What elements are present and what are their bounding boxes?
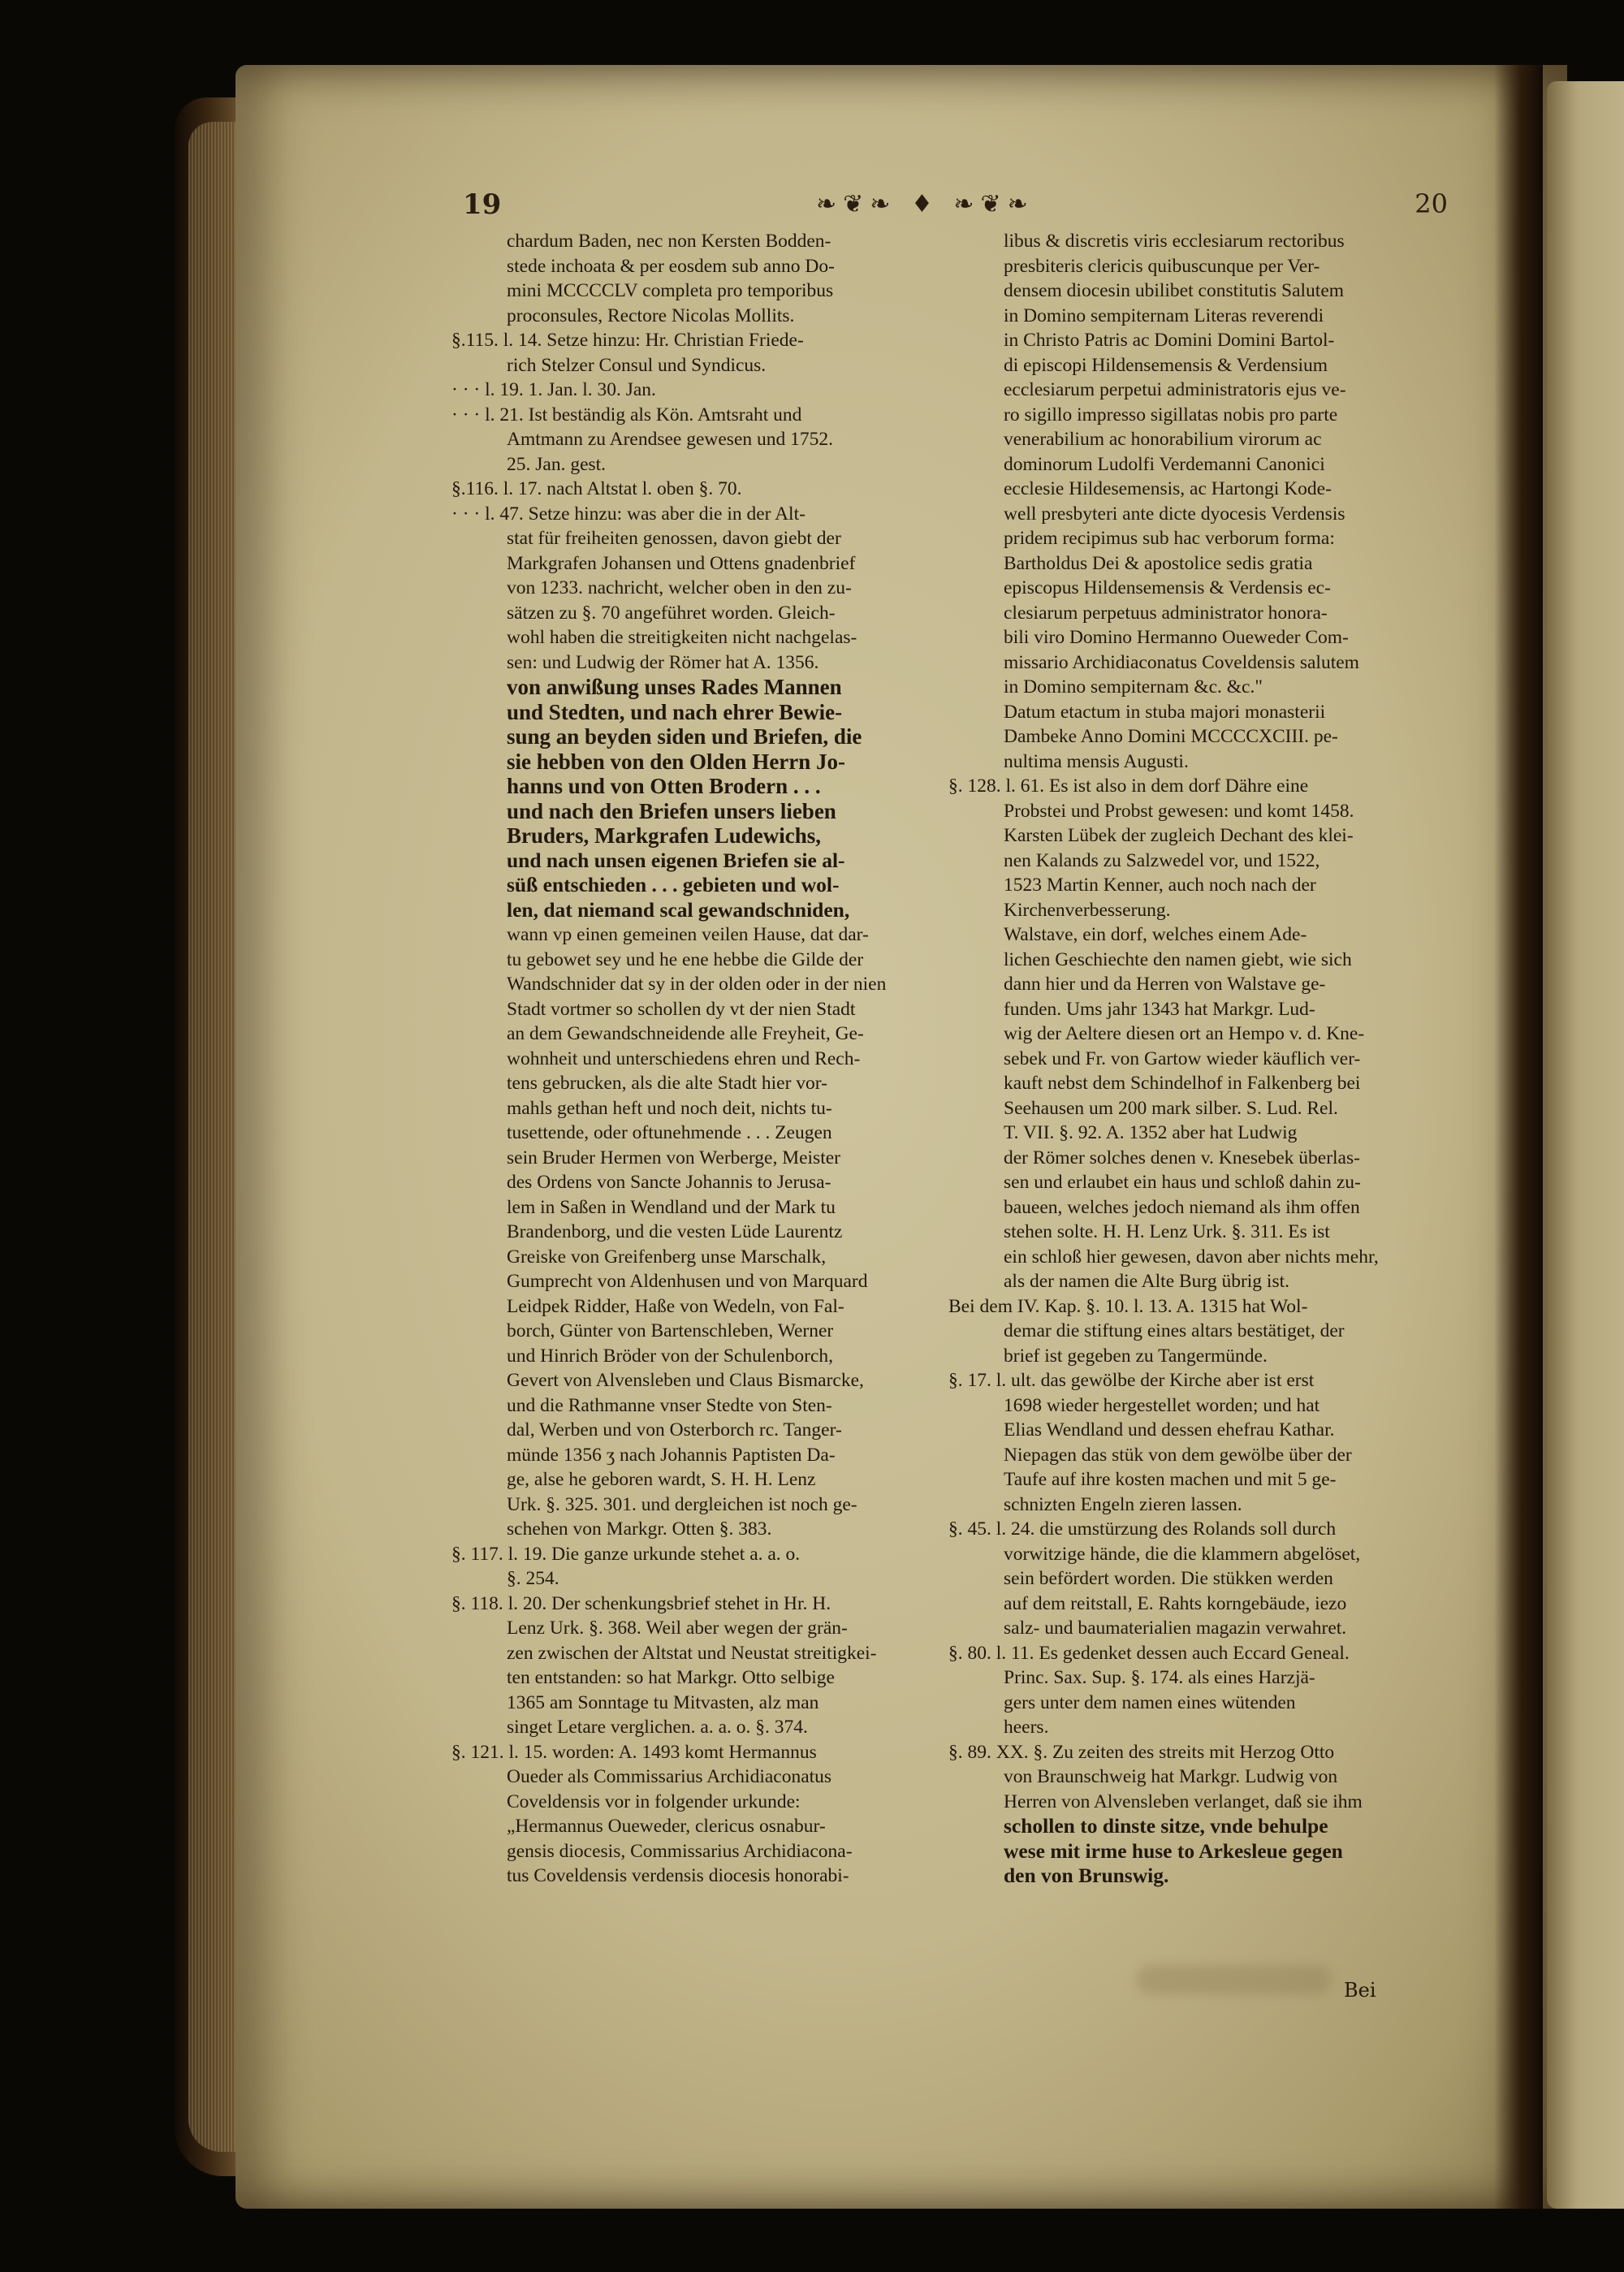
text-line: Coveldensis vor in folgender urkunde: — [507, 1790, 801, 1812]
text-line: und Hinrich Bröder von der Schulenborch, — [507, 1345, 834, 1367]
text-line: · · · l. 47. Setze hinzu: was aber die in der Alt- — [451, 503, 806, 525]
text-line: Markgrafen Johansen und Ottens gnadenbrief — [507, 552, 856, 574]
text-line: mini MCCCCLV completa pro temporibus — [507, 280, 834, 301]
text-line: len, dat niemand scal gewandschniden, — [507, 897, 850, 922]
text-line: Walstave, ein dorf, welches einem Ade- — [1004, 924, 1307, 945]
text-line: chardum Baden, nec non Kersten Bodden- — [507, 231, 831, 252]
text-line: Dambeke Anno Domini MCCCCXCIII. pe- — [1004, 726, 1338, 747]
text-line: an dem Gewandschneidende alle Freyheit, Ge- — [507, 1023, 864, 1044]
text-line: sein befördert worden. Die stükken werden — [1004, 1568, 1333, 1589]
text-line: borch, Günter von Bartenschleben, Werner — [507, 1320, 834, 1341]
text-line: ge, alse he geboren wardt, S. H. H. Lenz — [507, 1469, 816, 1490]
text-line: von Braunschweig hat Markgr. Ludwig von — [1004, 1766, 1338, 1787]
text-line: 1365 am Sonntage tu Mitvasten, alz man — [507, 1691, 819, 1713]
text-line: salz- und baumaterialien magazin verwahret. — [1004, 1618, 1347, 1639]
text-line: bili viro Domino Hermanno Oueweder Com- — [1004, 627, 1349, 648]
text-line: von anwißung unses Rades Mannen — [507, 675, 842, 699]
text-line: nen Kalands zu Salzwedel vor, und 1522, — [1004, 849, 1320, 871]
text-line: als der namen die Alte Burg übrig ist. — [1004, 1271, 1290, 1292]
text-line: stede inchoata & per eosdem sub anno Do- — [507, 255, 835, 277]
text-line: Brandenborg, und die vesten Lüde Laurentz — [507, 1221, 843, 1242]
text-line: §. 117. l. 19. Die ganze urkunde stehet a. a. o. — [451, 1543, 801, 1565]
text-line: ecclesie Hildesemensis, ac Hartongi Kode- — [1004, 478, 1332, 499]
text-line: Oueder als Commissarius Archidiaconatus — [507, 1766, 832, 1787]
text-line: und die Rathmanne vnser Stedte von Sten- — [507, 1394, 832, 1416]
catchword: Bei — [1344, 1979, 1376, 2002]
text-line: Greiske von Greifenberg unse Marschalk, — [507, 1246, 827, 1268]
text-line: · · · l. 19. 1. Jan. l. 30. Jan. — [451, 379, 656, 400]
text-line: episcopus Hildensemensis & Verdensis ec- — [1004, 577, 1331, 598]
text-line: pridem recipimus sub hac verborum forma: — [1004, 528, 1335, 549]
text-line: schehen von Markgr. Otten §. 383. — [507, 1518, 772, 1540]
text-line: singet Letare verglichen. a. a. o. §. 374. — [507, 1717, 808, 1738]
text-line: Bartholdus Dei & apostolice sedis gratia — [1004, 552, 1313, 574]
text-line: schollen to dinste sitze, vnde behulpe — [1004, 1814, 1328, 1838]
text-line: brief ist gegeben zu Tangermünde. — [1004, 1345, 1268, 1367]
text-line: kauft nebst dem Schindelhof in Falkenberg bei — [1004, 1073, 1361, 1094]
text-line: mahls gethan heft und noch deit, nichts tu- — [507, 1097, 832, 1119]
text-line: Taufe auf ihre kosten machen und mit 5 ge- — [1004, 1469, 1337, 1490]
text-line: Wandschnider dat sy in der olden oder in der nien — [507, 974, 887, 995]
right-text-column — [948, 229, 1427, 1889]
text-line: auf dem reitstall, E. Rahts korngebäude, iezo — [1004, 1592, 1347, 1614]
text-line: wohl haben die streitigkeiten nicht nachgelas- — [507, 627, 857, 648]
text-line: §. 121. l. 15. worden: A. 1493 komt Hermannus — [451, 1741, 817, 1763]
text-line: funden. Ums jahr 1343 hat Markgr. Lud- — [1004, 998, 1315, 1020]
text-line: well presbyteri ante dicte dyocesis Verdensis — [1004, 503, 1345, 525]
text-line: §. 118. l. 20. Der schenkungsbrief stehet in Hr. H. — [451, 1592, 831, 1614]
text-line: und Stedten, und nach ehrer Bewie- — [507, 699, 843, 724]
text-line: tusettende, oder oftunehmende . . . Zeugen — [507, 1122, 832, 1143]
text-line: Probstei und Probst gewesen: und komt 1458. — [1004, 800, 1354, 822]
text-line: in Domino sempiternam &c. &c." — [1004, 676, 1263, 698]
text-line: in Christo Patris ac Domini Domini Bartol- — [1004, 330, 1335, 351]
text-line: missario Archidiaconatus Coveldensis salutem — [1004, 651, 1359, 673]
text-line: T. VII. §. 92. A. 1352 aber hat Ludwig — [1004, 1122, 1298, 1143]
text-line: §.115. l. 14. Setze hinzu: Hr. Christian Friede- — [451, 330, 804, 351]
text-line: §. 17. l. ult. das gewölbe der Kirche aber ist erst — [948, 1370, 1315, 1391]
header-ornament: ❧❦❧ ♦ ❧❦❧ — [816, 190, 1034, 218]
text-line: sie hebben von den Olden Herrn Jo- — [507, 749, 846, 774]
text-line: presbiteris clericis quibuscunque per Ver- — [1004, 255, 1320, 277]
text-line: demar die stiftung eines altars bestätiget, der — [1004, 1320, 1345, 1341]
text-line: rich Stelzer Consul und Syndicus. — [507, 354, 767, 376]
text-line: Niepagen das stük von dem gewölbe über der — [1004, 1444, 1352, 1466]
text-line: sein Bruder Hermen von Werberge, Meister — [507, 1147, 840, 1168]
text-line: ein schloß hier gewesen, davon aber nichts mehr, — [1004, 1246, 1379, 1268]
text-line: wohnheit und unterschiedens ehren und Rech- — [507, 1047, 861, 1069]
text-line: vorwitzige hände, die die klammern abgelöset, — [1004, 1543, 1361, 1565]
text-line: wann vp einen gemeinen veilen Hause, dat dar- — [507, 924, 869, 945]
text-line: §. 89. XX. §. Zu zeiten des streits mit Herzog Otto — [948, 1741, 1335, 1763]
text-line: proconsules, Rectore Nicolas Mollits. — [507, 305, 795, 326]
text-line: Gevert von Alvensleben und Claus Bismarcke, — [507, 1370, 864, 1391]
text-line: densem diocesin ubilibet constitutis Salutem — [1004, 280, 1345, 301]
text-line: gensis diocesis, Commissarius Archidiacona- — [507, 1840, 853, 1862]
text-line: und nach unsen eigenen Briefen sie al- — [507, 848, 845, 872]
text-line: sebek und Fr. von Gartow wieder käuflich ver- — [1004, 1047, 1361, 1069]
text-line: Herren von Alvensleben verlanget, daß sie ihm — [1004, 1790, 1363, 1812]
text-line: Lenz Urk. §. 368. Weil aber wegen der grän- — [507, 1618, 848, 1639]
text-line: „Hermannus Oueweder, clericus osnabur- — [507, 1816, 826, 1837]
text-line: ro sigillo impresso sigillatas nobis pro parte — [1004, 404, 1338, 425]
text-line: lichen Geschiechte den namen giebt, wie sich — [1004, 948, 1352, 970]
text-line: wig der Aeltere diesen ort an Hempo v. d. Kne- — [1004, 1023, 1365, 1044]
left-text-column — [451, 229, 939, 1889]
text-line: §. 45. l. 24. die umstürzung des Rolands soll durch — [948, 1518, 1337, 1540]
page-header — [463, 188, 1448, 221]
text-line: wese mit irme huse to Arkesleue gegen — [1004, 1838, 1343, 1863]
text-line: schnizten Engeln zieren lassen. — [1004, 1493, 1242, 1515]
text-line: den von Brunswig. — [1004, 1864, 1169, 1887]
text-line: sung an beyden siden und Briefen, die — [507, 724, 862, 749]
text-line: §.116. l. 17. nach Altstat l. oben §. 70. — [451, 478, 742, 499]
text-line: Bruders, Markgrafen Ludewichs, — [507, 823, 821, 848]
text-line: Datum etactum in stuba majori monasterii — [1004, 701, 1326, 723]
text-line: Elias Wendland und dessen ehefrau Kathar. — [1004, 1419, 1335, 1441]
text-line: sen: und Ludwig der Römer hat A. 1356. — [507, 651, 819, 673]
text-line: Kirchenverbesserung. — [1004, 899, 1171, 921]
text-line: Urk. §. 325. 301. und dergleichen ist noch ge- — [507, 1493, 857, 1515]
text-line: tens gebrucken, als die alte Stadt hier vor- — [507, 1073, 827, 1094]
text-line: gers unter dem namen eines wütenden — [1004, 1691, 1296, 1713]
text-line: Leidpek Ridder, Haße von Wedeln, von Fal- — [507, 1295, 844, 1317]
text-line: münde 1356 ʒ nach Johannis Paptisten Da- — [507, 1444, 836, 1466]
text-line: dal, Werben und von Osterborch rc. Tanger- — [507, 1419, 842, 1441]
text-line: ten entstanden: so hat Markgr. Otto selbige — [507, 1667, 835, 1688]
text-line: Princ. Sax. Sup. §. 174. als eines Harzjä- — [1004, 1667, 1315, 1688]
text-line: tu gebowet sey und he ene hebbe die Gilde der — [507, 948, 864, 970]
text-line: 1523 Martin Kenner, auch noch nach der — [1004, 875, 1316, 896]
text-line: clesiarum perpetuus administrator honora- — [1004, 602, 1328, 624]
text-line: sätzen zu §. 70 angeführet worden. Gleich- — [507, 602, 836, 624]
text-line: des Ordens von Sancte Johannis to Jerusa- — [507, 1172, 831, 1193]
text-line: 1698 wieder hergestellet worden; und hat — [1004, 1394, 1320, 1416]
text-line: sen und erlaubet ein haus und schloß dahin zu- — [1004, 1172, 1361, 1193]
text-line: §. 80. l. 11. Es gedenket dessen auch Eccard Geneal. — [948, 1642, 1350, 1664]
text-line: Karsten Lübek der zugleich Dechant des klei- — [1004, 825, 1354, 846]
text-line: ecclesiarum perpetui administratoris ejus ve- — [1004, 379, 1346, 400]
page-number-right: 20 — [1415, 188, 1448, 219]
text-line: Bei dem IV. Kap. §. 10. l. 13. A. 1315 hat Wol- — [948, 1295, 1308, 1317]
text-line: 25. Jan. gest. — [507, 453, 607, 475]
text-line: dann hier und da Herren von Walstave ge- — [1004, 974, 1326, 995]
text-line: · · · l. 21. Ist beständig als Kön. Amtsraht und — [451, 404, 802, 425]
text-line: tus Coveldensis verdensis diocesis honorabi- — [507, 1865, 849, 1886]
text-line: Amtmann zu Arendsee gewesen und 1752. — [507, 429, 834, 450]
text-line: nultima mensis Augusti. — [1004, 750, 1189, 772]
facing-page-edge — [1547, 81, 1624, 2209]
text-line: Gumprecht von Aldenhusen und von Marquard — [507, 1271, 868, 1292]
text-line: in Domino sempiternam Literas reverendi — [1004, 305, 1324, 326]
text-line: baueen, welches jedoch niemand als ihm offen — [1004, 1196, 1360, 1218]
text-line: von 1233. nachricht, welcher oben in den zu- — [507, 577, 852, 598]
text-line: zen zwischen der Altstat und Neustat streitigkei- — [507, 1642, 877, 1664]
text-line: lem in Saßen in Wendland und der Mark tu — [507, 1196, 836, 1218]
text-line: stat für freiheiten genossen, davon giebt der — [507, 528, 841, 549]
text-line: §. 254. — [507, 1568, 559, 1589]
text-line: stehen solte. H. H. Lenz Urk. §. 311. Es ist — [1004, 1221, 1330, 1242]
text-line: dominorum Ludolfi Verdemanni Canonici — [1004, 453, 1325, 475]
text-line: heers. — [1004, 1717, 1049, 1738]
text-line: §. 128. l. 61. Es ist also in dem dorf Dähre eine — [948, 775, 1309, 797]
text-line: hanns und von Otten Brodern . . . — [507, 774, 821, 798]
book-gutter — [1494, 65, 1543, 2209]
page-number-left: 19 — [463, 188, 502, 221]
text-line: di episcopi Hildensemensis & Verdensium — [1004, 354, 1328, 376]
text-line: Seehausen um 200 mark silber. S. Lud. Rel. — [1004, 1097, 1338, 1119]
text-line: und nach den Briefen unsers lieben — [507, 798, 836, 823]
text-line: der Römer solches denen v. Knesebek überlas- — [1004, 1147, 1360, 1168]
text-line: libus & discretis viris ecclesiarum rectoribus — [1004, 231, 1345, 252]
text-line: Stadt vortmer so schollen dy vt der nien Stadt — [507, 998, 856, 1020]
text-line: venerabilium ac honorabilium virorum ac — [1004, 429, 1322, 450]
text-line: süß entschieden . . . gebieten und wol- — [507, 873, 840, 896]
paper-stain — [1137, 1965, 1332, 1994]
